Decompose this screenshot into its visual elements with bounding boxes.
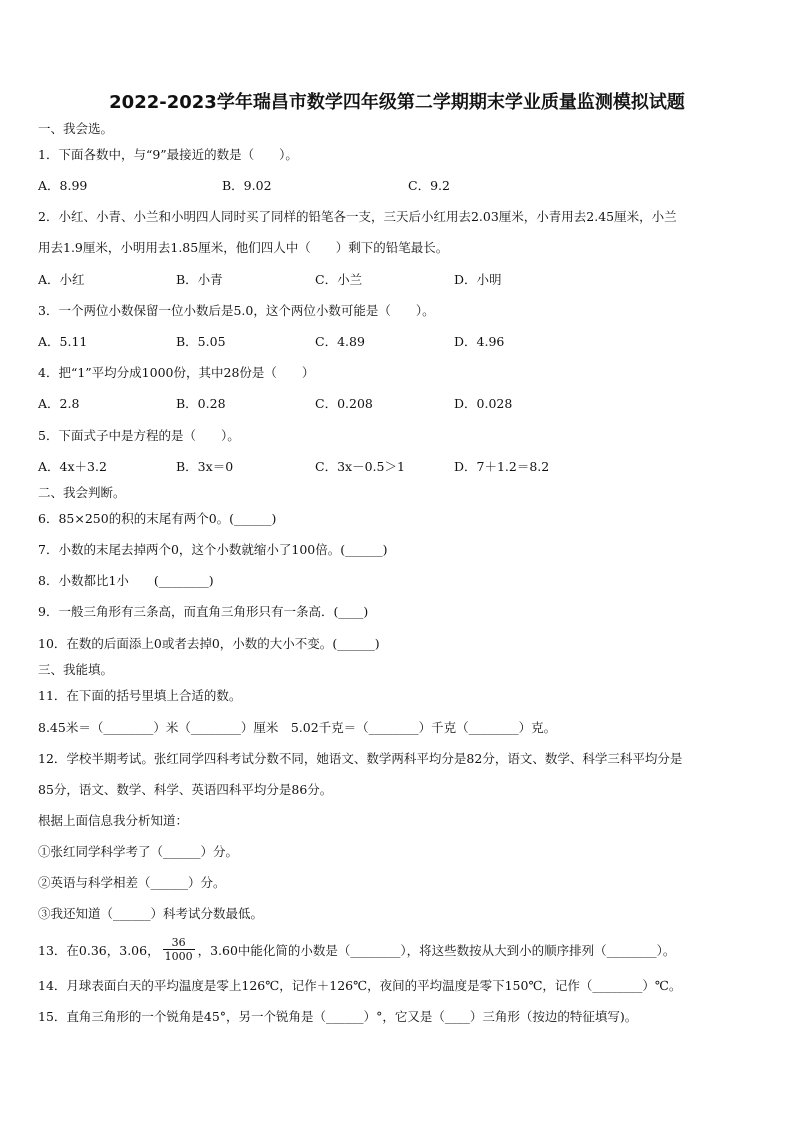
question-5-option-c: C．3x－0.5＞1: [315, 459, 405, 474]
question-4-option-d: D．0.028: [454, 396, 513, 411]
question-12-item-3: ③我还知道（______）科考试分数最低。: [38, 906, 264, 921]
question-14: 14．月球表面白天的平均温度是零上126℃，记作＋126℃，夜间的平均温度是零下150℃，记作（________）℃。: [38, 978, 682, 993]
question-3-stem: 3．一个两位小数保留一位小数后是5.0，这个两位小数可能是（ ）。: [38, 303, 435, 318]
question-3-option-b: B．5.05: [176, 334, 226, 349]
question-13-suffix: ，3.60中能化简的小数是（________），将这些数按从大到小的顺序排列（________）。: [197, 943, 676, 958]
question-4-option-c: C．0.208: [315, 396, 373, 411]
question-12-item-2: ②英语与科学相差（______）分。: [38, 875, 226, 890]
question-12-item-1: ①张红同学科学考了（______）分。: [38, 844, 239, 859]
question-8: 8．小数都比1小 (________): [38, 573, 214, 588]
question-12-line-3: 根据上面信息我分析知道：: [38, 813, 189, 828]
question-4-stem: 4．把“1”平均分成1000份，其中28份是（ ）: [38, 365, 315, 380]
question-11-line: 8.45米＝（________）米（________）厘米 5.02千克＝（________）千克（________）克。: [38, 720, 557, 735]
section-heading-fill: 三、我能填。: [38, 662, 114, 677]
question-1-option-a: A．8.99: [38, 178, 88, 193]
question-3-option-d: D．4.96: [454, 334, 505, 349]
question-15: 15．直角三角形的一个锐角是45°，另一个锐角是（______）°，它又是（____）三角形（按边的特征填写)。: [38, 1009, 638, 1024]
section-heading-judge: 二、我会判断。: [38, 485, 126, 500]
question-13-prefix: 13．在0.36，3.06，: [38, 943, 160, 958]
question-12-line-1: 12．学校半期考试。张红同学四科考试分数不同，她语文、数学两科平均分是82分，语文、数学、科学三科平均分是: [38, 751, 683, 766]
question-4-option-a: A．2.8: [38, 396, 80, 411]
question-1-stem: 1．下面各数中，与“9”最接近的数是（ ）。: [38, 147, 298, 162]
fraction-numerator: 36: [163, 936, 195, 950]
question-3-option-c: C．4.89: [315, 334, 365, 349]
fraction-denominator: 1000: [164, 950, 193, 963]
question-2-option-a: A．小红: [38, 272, 85, 287]
question-4-option-b: B．0.28: [176, 396, 226, 411]
question-5-stem: 5．下面式子中是方程的是（ ）。: [38, 428, 240, 443]
question-6: 6．85×250的积的末尾有两个0。(______): [38, 511, 277, 526]
question-2-option-c: C．小兰: [315, 272, 363, 287]
question-2-stem-line-2: 用去1.9厘米，小明用去1.85厘米，他们四人中（ ）剩下的铅笔最长。: [38, 240, 449, 255]
question-5-option-b: B．3x＝0: [176, 459, 234, 474]
section-heading-choice: 一、我会选。: [38, 121, 114, 136]
question-5-option-d: D．7＋1.2＝8.2: [454, 459, 550, 474]
question-10: 10．在数的后面添上0或者去掉0，小数的大小不变。(______): [38, 636, 380, 651]
question-5-option-a: A．4x＋3.2: [38, 459, 107, 474]
question-9: 9．一般三角形有三条高，而直角三角形只有一条高．(____): [38, 604, 369, 619]
page-title: 2022-2023学年瑞昌市数学四年级第二学期期末学业质量监测模拟试题: [109, 92, 685, 113]
question-11-stem: 11．在下面的括号里填上合适的数。: [38, 688, 242, 703]
fraction: [163, 936, 195, 963]
question-2-stem-line-1: 2．小红、小青、小兰和小明四人同时买了同样的铅笔各一支，三天后小红用去2.03厘米，小青用去2.45厘米，小兰: [38, 209, 677, 224]
question-1-option-b: B．9.02: [222, 178, 272, 193]
question-13: [38, 938, 675, 965]
question-7: 7．小数的末尾去掉两个0，这个小数就缩小了100倍。(______): [38, 542, 388, 557]
question-2-option-b: B．小青: [176, 272, 223, 287]
question-12-line-2: 85分，语文、数学、科学、英语四科平均分是86分。: [38, 782, 333, 797]
question-3-option-a: A．5.11: [38, 334, 88, 349]
question-2-option-d: D．小明: [454, 272, 502, 287]
question-1-option-c: C．9.2: [408, 178, 450, 193]
